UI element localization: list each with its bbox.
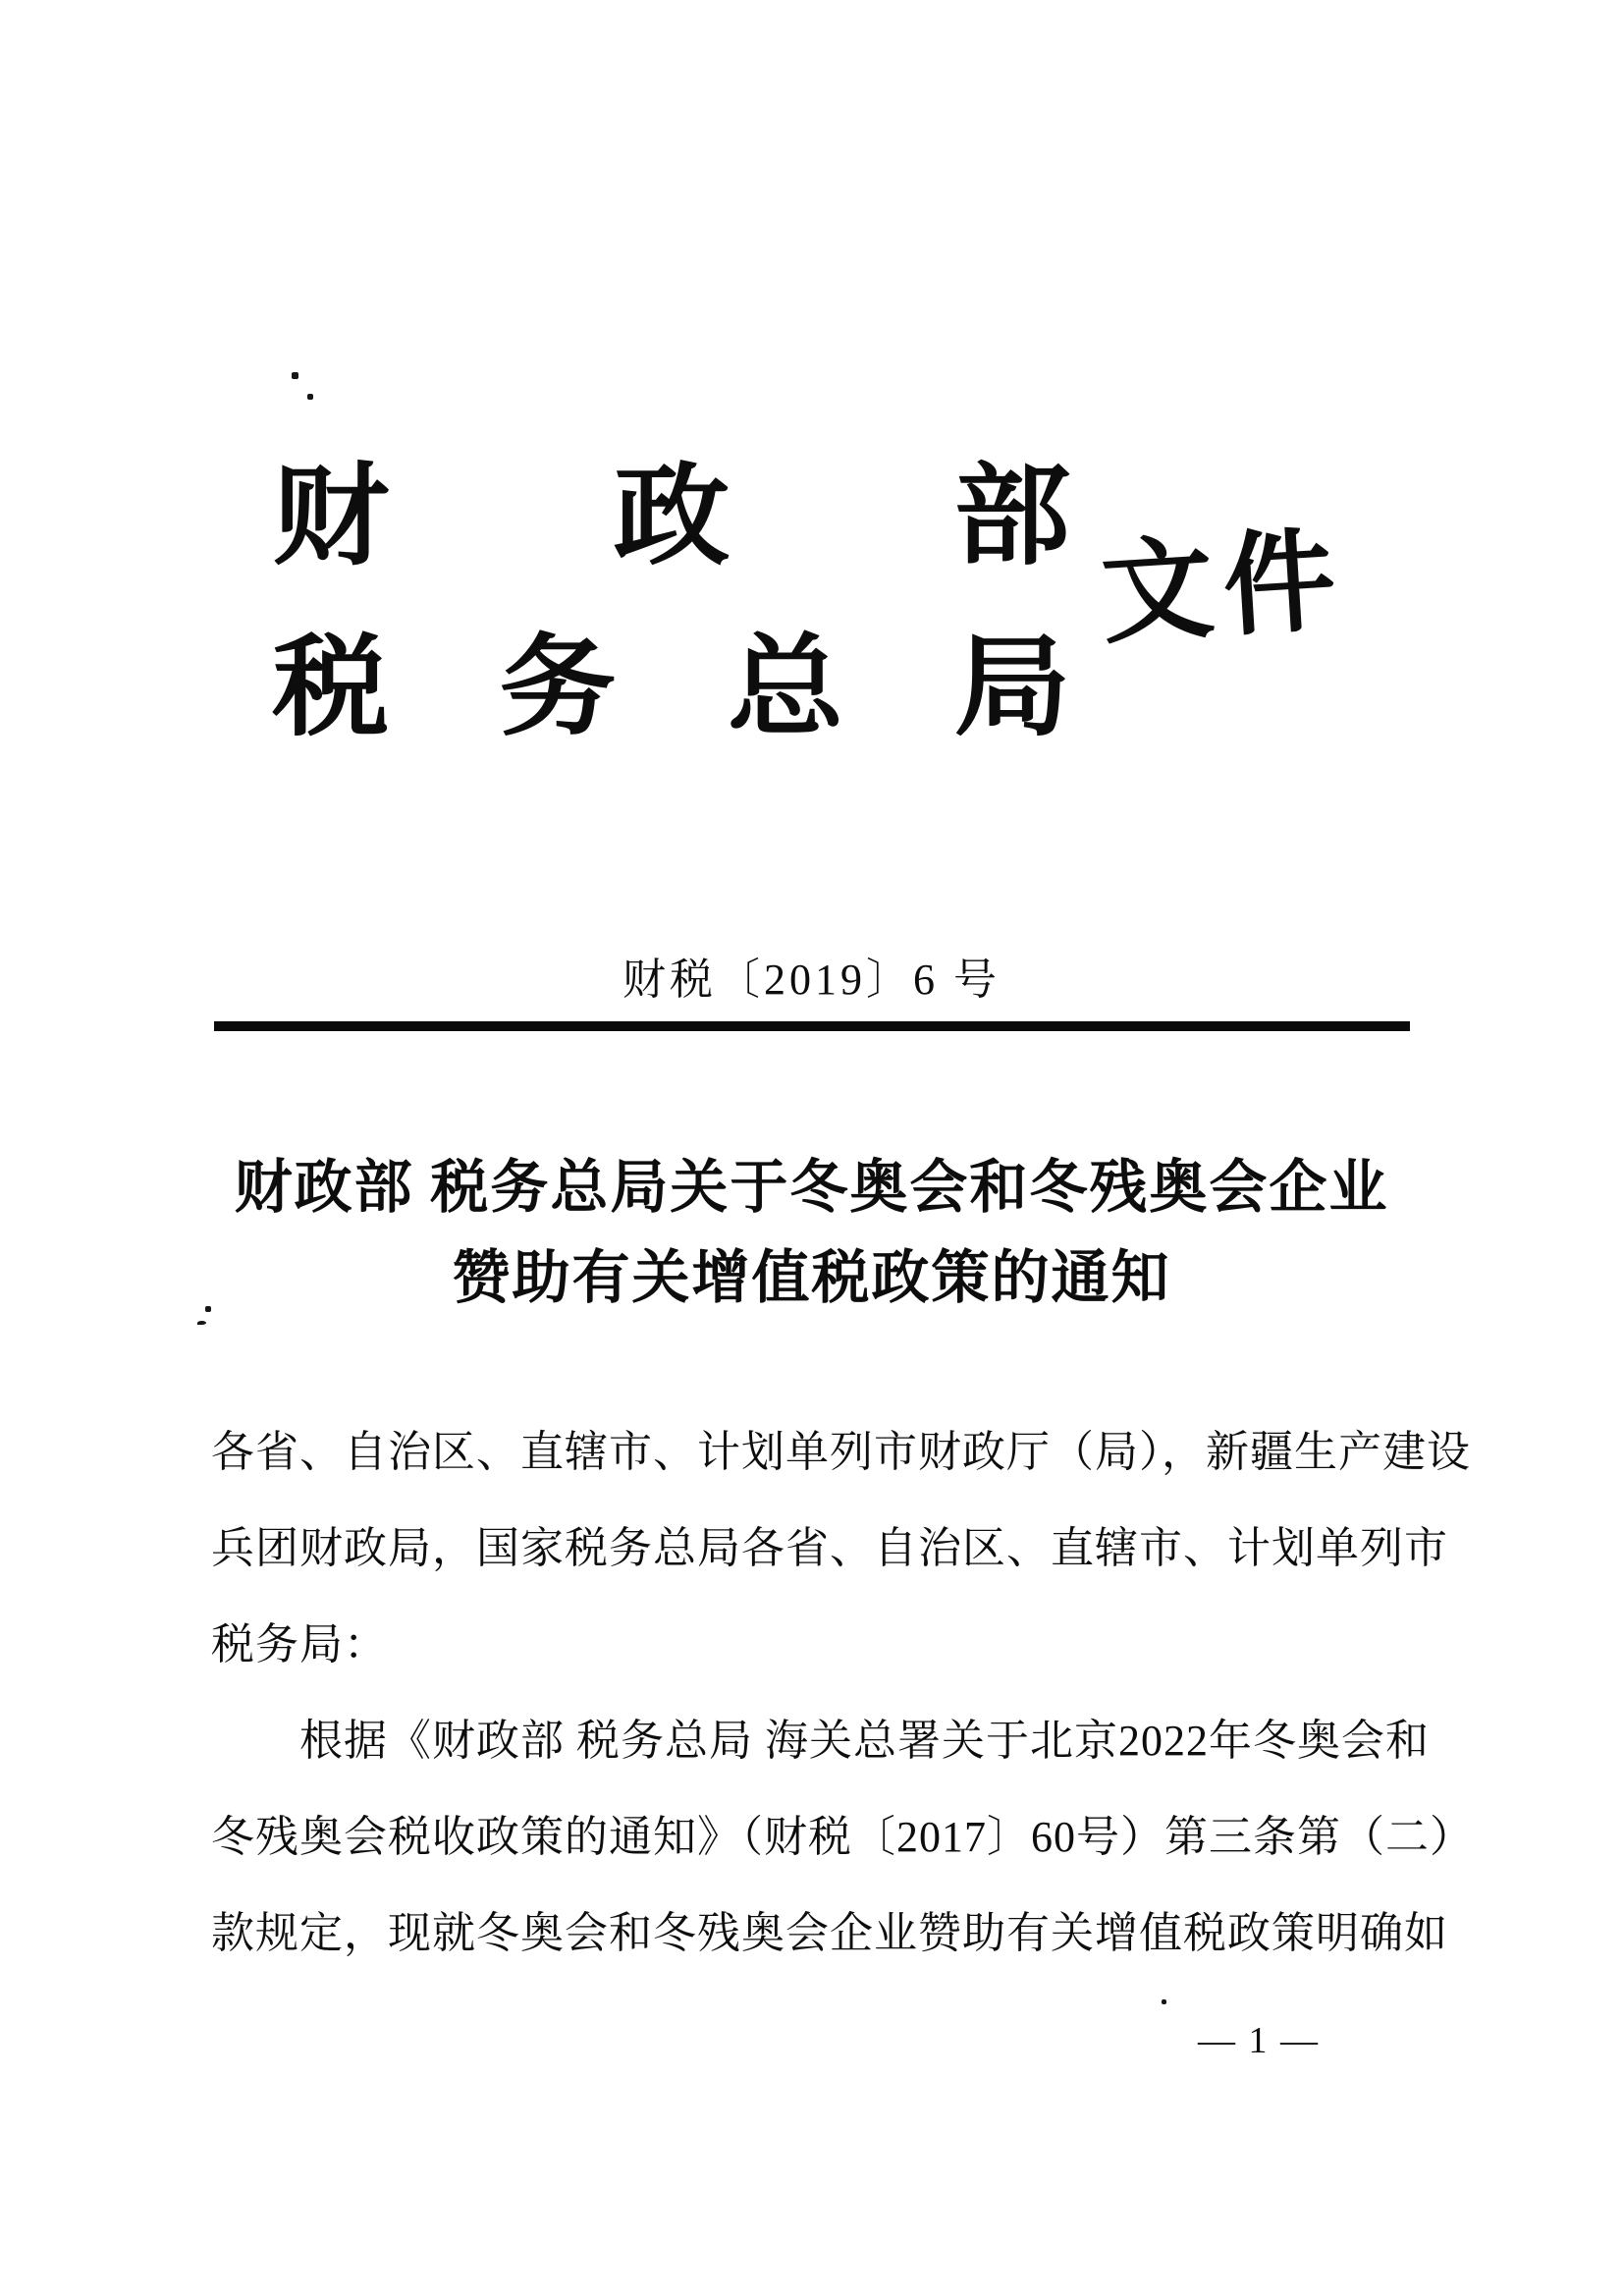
- scan-speck: [1162, 1999, 1166, 2004]
- body-line-2: 兵团财政局，国家税务总局各省、自治区、直辖市、计划单列市: [211, 1524, 1448, 1572]
- agency-char: 总: [727, 628, 844, 749]
- agency-char: 政: [613, 457, 730, 578]
- letterhead-document-word: 文件: [1098, 518, 1349, 658]
- scan-speck: [205, 1306, 211, 1312]
- agency-char: 部: [953, 457, 1071, 578]
- agency-char: 财: [272, 457, 390, 578]
- document-title-line-1: 财政部 税务总局关于冬奥会和冬残奥会企业: [234, 1155, 1389, 1220]
- document-reference-number: 财税〔2019〕6 号: [622, 956, 1001, 1004]
- scan-speck: [197, 1321, 206, 1325]
- body-line-6: 款规定，现就冬奥会和冬残奥会企业赞助有关增值税政策明确如: [211, 1909, 1448, 1957]
- agency-name-row-1: [272, 457, 1071, 578]
- agency-char: 务: [499, 628, 617, 749]
- scan-speck: [307, 394, 313, 400]
- agency-char: 税: [272, 628, 390, 749]
- body-line-4: 根据《财政部 税务总局 海关总署关于北京2022年冬奥会和: [299, 1717, 1430, 1765]
- scan-speck: [292, 372, 298, 379]
- body-line-5: 冬残奥会税收政策的通知》（财税〔2017〕60号）第三条第（二）: [211, 1813, 1474, 1861]
- page-number: — 1 —: [1198, 2020, 1320, 2061]
- agency-name-row-2: [272, 628, 1071, 749]
- document-title: [0, 1142, 1623, 1323]
- document-title-line-2: 赞助有关增值税政策的通知: [452, 1245, 1171, 1310]
- agency-char: 局: [953, 628, 1071, 749]
- header-divider-rule: [214, 1021, 1410, 1031]
- body-line-1: 各省、自治区、直辖市、计划单列市财政厅（局），新疆生产建设: [211, 1428, 1471, 1476]
- document-body: [211, 1404, 1474, 1982]
- body-line-3: 税务局：: [211, 1620, 388, 1668]
